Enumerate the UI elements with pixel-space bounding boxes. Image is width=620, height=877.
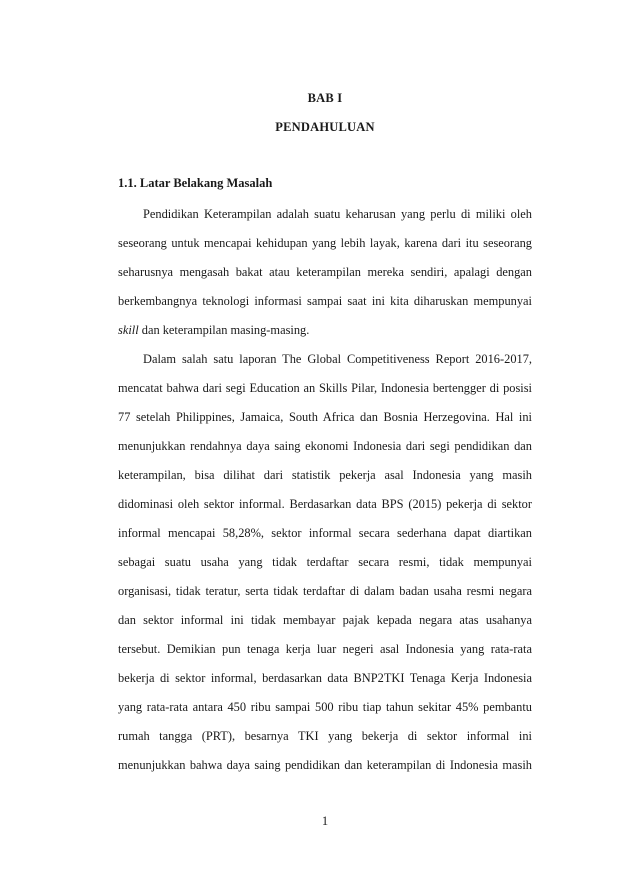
chapter-number: BAB I [307,91,343,105]
paragraph-2-line-6: didominasi oleh sektor informal. Berdasarkan data BPS (2015) pekerja di sektor [118,497,532,511]
paragraph-1-line-1: Pendidikan Keterampilan adalah suatu keharusan yang perlu di miliki oleh [143,207,532,221]
paragraph-2-line-5: keterampilan, bisa dilihat dari statistik pekerja asal Indonesia yang masih [118,468,532,482]
paragraph-2-line-11: tersebut. Demikian pun tenaga kerja luar negeri asal Indonesia yang rata-rata [118,642,532,656]
page-number: 1 [321,814,329,828]
section-heading: 1.1. Latar Belakang Masalah [118,176,273,190]
paragraph-2-line-9: organisasi, tidak teratur, serta tidak terdaftar di dalam badan usaha resmi negara [118,584,532,598]
paragraph-1-line-3: seharusnya mengasah bakat atau keterampilan mereka sendiri, apalagi dengan [118,265,532,279]
paragraph-2-line-1: Dalam salah satu laporan The Global Competitiveness Report 2016-2017, [143,352,532,366]
paragraph-2-line-14: rumah tangga (PRT), besarnya TKI yang bekerja di sektor informal ini [118,729,532,743]
paragraph-2-line-7: informal mencapai 58,28%, sektor informal secara sederhana dapat diartikan [118,526,532,540]
paragraph-1-line-4: berkembangnya teknologi informasi sampai saat ini kita diharuskan mempunyai [118,294,532,308]
chapter-title: PENDAHULUAN [275,120,375,134]
paragraph-2-line-2: mencatat bahwa dari segi Education an Skills Pilar, Indonesia bertengger di posisi [118,381,532,395]
skill-italic-word: skill [118,323,139,337]
paragraph-2-line-13: yang rata-rata antara 450 ribu sampai 500 ribu tiap tahun sekitar 45% pembantu [118,700,532,714]
paragraph-2-line-12: bekerja di sektor informal, berdasarkan data BNP2TKI Tenaga Kerja Indonesia [118,671,532,685]
paragraph-2-line-10: dan sektor informal ini tidak membayar pajak kepada negara atas usahanya [118,613,532,627]
paragraph-1-line-5-rest: dan keterampilan masing-masing. [138,323,310,337]
paragraph-1-line-2: seseorang untuk mencapai kehidupan yang lebih layak, karena dari itu seseorang [118,236,532,250]
paragraph-2-line-8: sebagai suatu usaha yang tidak terdaftar secara resmi, tidak mempunyai [118,555,532,569]
paragraph-2-line-15: menunjukkan bahwa daya saing pendidikan dan keterampilan di Indonesia masih [118,758,532,772]
paragraph-2-line-4: menunjukkan rendahnya daya saing ekonomi Indonesia dari segi pendidikan dan [118,439,532,453]
paragraph-1-line-5 [118,322,532,338]
paragraph-2-line-3: 77 setelah Philippines, Jamaica, South Africa dan Bosnia Herzegovina. Hal ini [118,410,532,424]
